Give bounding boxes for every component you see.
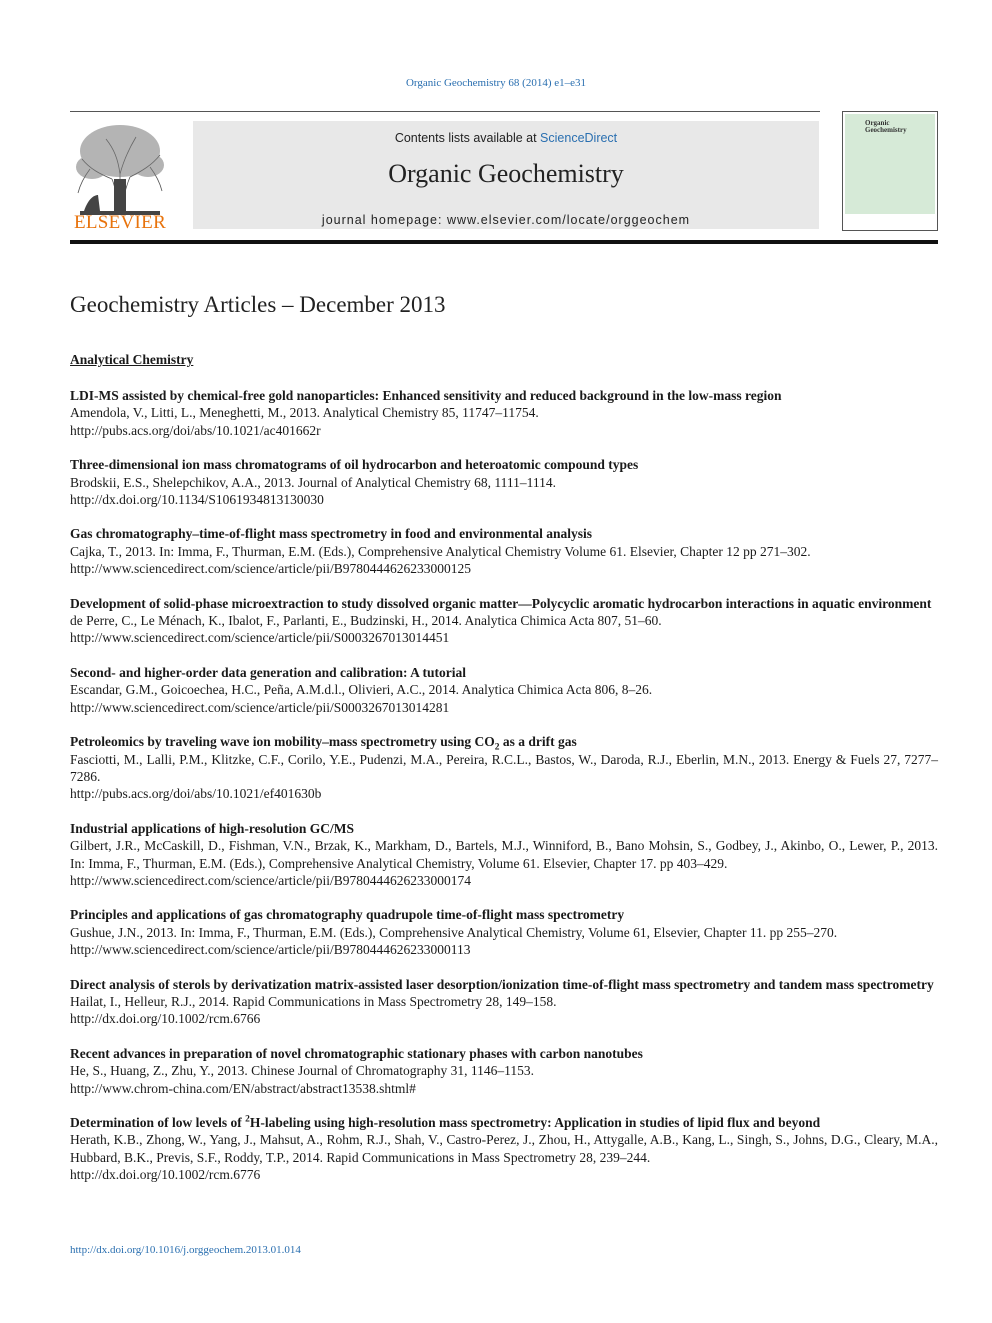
publisher-logo-text: ELSEVIER: [73, 212, 167, 233]
footer-doi-link[interactable]: http://dx.doi.org/10.1016/j.orggeochem.2013.01.014: [70, 1244, 301, 1256]
article-entry: [70, 976, 938, 1028]
article-title: Three-dimensional ion mass chromatograms of oil hydrocarbon and heteroatomic compound types: [70, 457, 639, 473]
article-title: Recent advances in preparation of novel chromatographic stationary phases with carbon nanotubes: [70, 1045, 643, 1061]
article-url[interactable]: http://www.sciencedirect.com/science/article/pii/B9780444626233000113: [70, 942, 471, 958]
article-citation: He, S., Huang, Z., Zhu, Y., 2013. Chinese Journal of Chromatography 31, 1146–1153.: [70, 1063, 534, 1079]
sciencedirect-link[interactable]: ScienceDirect: [540, 131, 618, 145]
article-entry: [70, 387, 938, 439]
article-citation: Herath, K.B., Zhong, W., Yang, J., Mahsut, A., Rohm, R.J., Shah, V., Castro-Perez, J., Zhou, H., Attygalle, A.B., Kang, L., Singh, S., Johns, D.G., Cleary, M.A., Hubbard, B.K., Previs, S.F., Roddy, T.P., 2014. Rapid Communications in Mass Spectrometry 28, 239–244.: [70, 1132, 938, 1165]
article-url[interactable]: http://pubs.acs.org/doi/abs/10.1021/ac401662r: [70, 422, 321, 438]
article-citation: Cajka, T., 2013. In: Imma, F., Thurman, E.M. (Eds.), Comprehensive Analytical Chemistry Volume 61. Elsevier, Chapter 12 pp 271–302.: [70, 543, 811, 559]
subscript: 2: [494, 742, 500, 753]
title-text: Petroleomics by traveling wave ion mobility–mass spectrometry using CO: [70, 734, 495, 750]
article-entry: [70, 906, 938, 958]
journal-name: Organic Geochemistry: [388, 159, 624, 188]
article-citation: Gilbert, J.R., McCaskill, D., Fishman, V.N., Brzak, K., Markham, D., Bartels, M.J., Winniford, B., Bano Mohsin, S., Godbey, J., Akinbo, O., Lewer, P., 2013. In: Imma, F., Thurman, E.M. (Eds.), Comprehensive Analytical Chemistry, Volume 61. Elsevier, Chapter 17. pp 403–429.: [70, 838, 938, 871]
article-title: [70, 1114, 938, 1131]
article-url[interactable]: http://dx.doi.org/10.1134/S1061934813130030: [70, 492, 324, 508]
cover-title-line2: Geochemistry: [865, 126, 907, 134]
title-text: H-labeling using high-resolution mass spectrometry: Application in studies of lipid flux and beyond: [249, 1115, 821, 1130]
article-citation: Gushue, J.N., 2013. In: Imma, F., Thurman, E.M. (Eds.), Comprehensive Analytical Chemistry, Volume 61, Elsevier, Chapter 11. pp 255–270.: [70, 924, 838, 940]
contents-prefix: Contents lists available at: [394, 131, 541, 145]
article-title: LDI-MS assisted by chemical-free gold nanoparticles: Enhanced sensitivity and reduced background in the low-mass region: [70, 388, 782, 403]
article-entry: [70, 820, 938, 890]
article-url[interactable]: http://dx.doi.org/10.1002/rcm.6766: [70, 1011, 261, 1027]
cover-footer: [845, 214, 935, 228]
article-url[interactable]: http://www.sciencedirect.com/science/article/pii/B9780444626233000174: [70, 872, 472, 888]
article-citation: Amendola, V., Litti, L., Meneghetti, M., 2013. Analytical Chemistry 85, 11747–11754.: [70, 405, 539, 421]
article-entry: [70, 664, 938, 716]
article-citation: Hailat, I., Helleur, R.J., 2014. Rapid Communications in Mass Spectrometry 28, 149–158.: [70, 993, 557, 1009]
article-url[interactable]: http://www.sciencedirect.com/science/article/pii/S0003267013014451: [70, 630, 450, 646]
article-list: [70, 387, 938, 1201]
article-title: Industrial applications of high-resolution GC/MS: [70, 820, 355, 836]
article-citation: Fasciotti, M., Lalli, P.M., Klitzke, C.F., Corilo, Y.E., Pudenzi, M.A., Pereira, R.C.L., Bastos, W., Daroda, R.J., Eberlin, M.N., 2013. Energy & Fuels 27, 7277–7286.: [70, 751, 938, 784]
article-entry: [70, 456, 938, 508]
article-title: Principles and applications of gas chromatography quadrupole time-of-flight mass spectrometry: [70, 907, 625, 923]
article-entry: [70, 525, 938, 577]
journal-homepage[interactable]: journal homepage: www.elsevier.com/locate/orggeochem: [321, 213, 691, 227]
article-url[interactable]: http://dx.doi.org/10.1002/rcm.6776: [70, 1167, 261, 1183]
journal-cover-thumbnail[interactable]: [842, 111, 938, 231]
article-citation: de Perre, C., Le Ménach, K., Ibalot, F., Parlanti, E., Budzinski, H., 2014. Analytica Chimica Acta 807, 51–60.: [70, 613, 662, 629]
article-url[interactable]: http://www.sciencedirect.com/science/article/pii/B9780444626233000125: [70, 561, 472, 577]
article-title: Gas chromatography–time-of-flight mass spectrometry in food and environmental analysis: [70, 526, 592, 542]
article-url[interactable]: http://www.chrom-china.com/EN/abstract/abstract13538.shtml#: [70, 1080, 416, 1096]
article-url[interactable]: http://www.sciencedirect.com/science/article/pii/S0003267013014281: [70, 699, 450, 715]
article-title: Second- and higher-order data generation and calibration: A tutorial: [70, 664, 467, 680]
article-title: Direct analysis of sterols by derivatization matrix-assisted laser desorption/ionization time-of-flight mass spectrometry and tandem mass spectrometry: [70, 976, 934, 992]
title-text: as a drift gas: [499, 734, 577, 750]
article-entry: [70, 1114, 938, 1184]
article-url[interactable]: http://pubs.acs.org/doi/abs/10.1021/ef401630b: [70, 786, 322, 802]
masthead: [193, 121, 819, 229]
article-citation: Brodskii, E.S., Shelepchikov, A.A., 2013. Journal of Analytical Chemistry 68, 1111–1114.: [70, 474, 556, 490]
journal-reference[interactable]: Organic Geochemistry 68 (2014) e1–e31: [405, 77, 587, 89]
article-citation: Escandar, G.M., Goicoechea, H.C., Peña, A.M.d.l., Olivieri, A.C., 2014. Analytica Chimica Acta 806, 8–26.: [70, 682, 653, 698]
article-entry: [70, 733, 938, 803]
article-entry: [70, 595, 938, 647]
cover-title: [865, 120, 907, 134]
cover-background: [845, 114, 935, 228]
journal-header: [70, 111, 938, 246]
cover-title-line1: Organic: [865, 119, 890, 127]
article-entry: [70, 1045, 938, 1097]
contents-line: [193, 131, 819, 145]
header-rule-bottom: [70, 240, 938, 244]
title-text: Determination of low levels of: [70, 1115, 246, 1130]
article-title: [70, 733, 938, 753]
superscript: 2: [245, 1114, 250, 1125]
page-title: Geochemistry Articles – December 2013: [70, 292, 446, 317]
header-rule-top: [70, 111, 820, 112]
article-title: Development of solid-phase microextraction to study dissolved organic matter—Polycyclic aromatic hydrocarbon interactions in aquatic environment: [70, 595, 932, 611]
section-heading: Analytical Chemistry: [70, 352, 194, 367]
